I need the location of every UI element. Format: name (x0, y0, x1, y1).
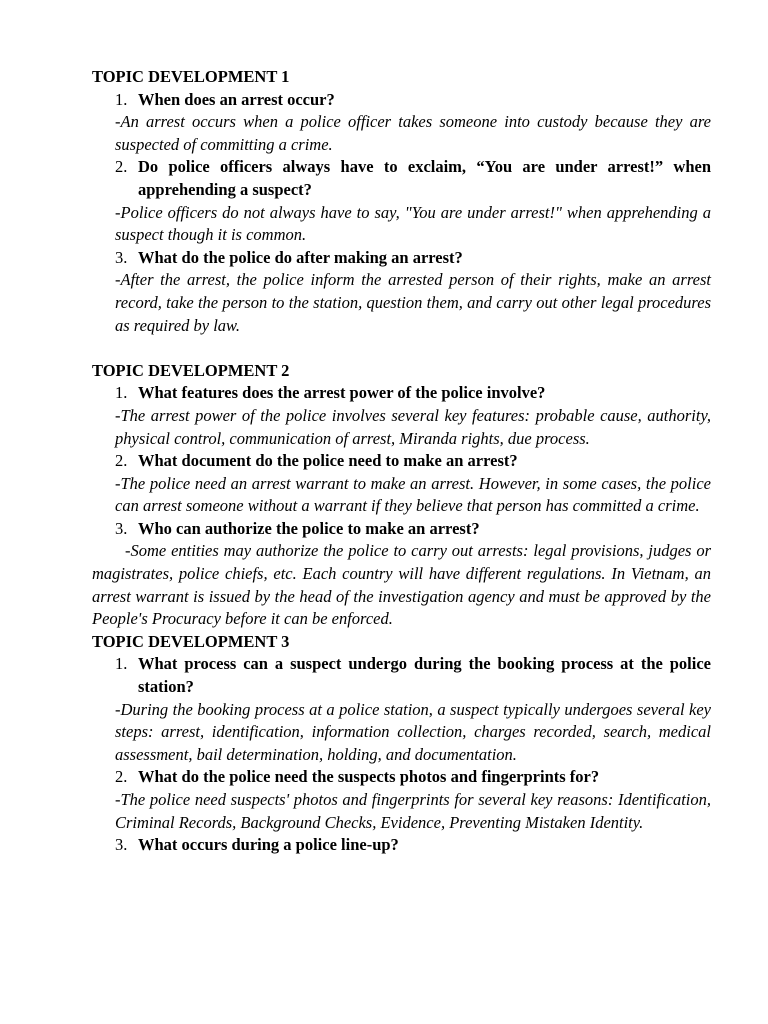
question-number: 3. (115, 518, 128, 538)
question-1-3 (115, 247, 711, 270)
question-number: 1. (115, 654, 128, 674)
question-2-3 (115, 518, 711, 541)
question-number: 3. (115, 835, 128, 855)
question-1-1 (115, 89, 711, 112)
answer-3-1: -During the booking process at a police station, a suspect typically undergoes several key steps: arrest, identification, information collection, charges recorded, search, medical assessment, bail determination, holding, and documentation. (115, 699, 711, 764)
question-number: 1. (115, 383, 128, 403)
question-number: 2. (115, 451, 128, 471)
topic-section-2 (92, 360, 711, 631)
topic-section-3 (92, 631, 711, 857)
topic-heading-3: TOPIC DEVELOPMENT 3 (92, 631, 290, 651)
question-2-1 (115, 382, 711, 405)
question-number: 3. (115, 247, 128, 267)
answer-1-2: -Police officers do not always have to say, "You are under arrest!" when apprehending a suspect though it is common. (115, 202, 711, 245)
question-text: What process can a suspect undergo during the booking process at the police station? (138, 654, 711, 697)
question-number: 2. (115, 157, 128, 177)
section-spacer (92, 337, 711, 360)
question-text: What features does the arrest power of the police involve? (138, 383, 546, 403)
question-3-2 (115, 766, 711, 789)
topic-heading-1: TOPIC DEVELOPMENT 1 (92, 67, 290, 86)
topic-section-1 (92, 66, 711, 337)
question-number: 1. (115, 89, 128, 109)
question-2-2 (115, 450, 711, 473)
question-number: 2. (115, 767, 128, 787)
question-text: What do the police need the suspects photos and fingerprints for? (138, 767, 600, 787)
question-text: Do police officers always have to exclaim, “You are under arrest!” when apprehending a suspect? (138, 157, 711, 199)
question-text: When does an arrest occur? (138, 89, 335, 109)
question-3-1 (115, 653, 711, 698)
answer-2-3: -Some entities may authorize the police to carry out arrests: legal provisions, judges or magistrates, police chiefs, etc. Each country will have different regulations. In Vietnam, an arrest warrant is issued by the head of the investigation agency and must be approved by the People's Procuracy before it can be enforced. (92, 541, 711, 629)
question-3-3 (115, 834, 711, 857)
answer-1-1: -An arrest occurs when a police officer takes someone into custody because they are suspected of committing a crime. (115, 112, 711, 154)
answer-2-2: -The police need an arrest warrant to make an arrest. However, in some cases, the police can arrest someone without a warrant if they believe that person has committed a crime. (115, 473, 711, 516)
answer-1-3: -After the arrest, the police inform the arrested person of their rights, make an arrest record, take the person to the station, question them, and carry out other legal procedures as required by law. (115, 270, 711, 335)
question-text: What do the police do after making an arrest? (138, 247, 463, 267)
question-text: What document do the police need to make an arrest? (138, 451, 518, 471)
question-1-2 (115, 156, 711, 201)
answer-3-2: -The police need suspects' photos and fingerprints for several key reasons: Identification, Criminal Records, Background Checks, Evidence, Preventing Mistaken Identity. (115, 790, 711, 832)
topic-heading-2: TOPIC DEVELOPMENT 2 (92, 360, 290, 380)
answer-2-1: -The arrest power of the police involves several key features: probable cause, authority, physical control, communication of arrest, Miranda rights, due process. (115, 405, 711, 448)
question-text: Who can authorize the police to make an arrest? (138, 518, 480, 538)
question-text: What occurs during a police line-up? (138, 835, 399, 855)
